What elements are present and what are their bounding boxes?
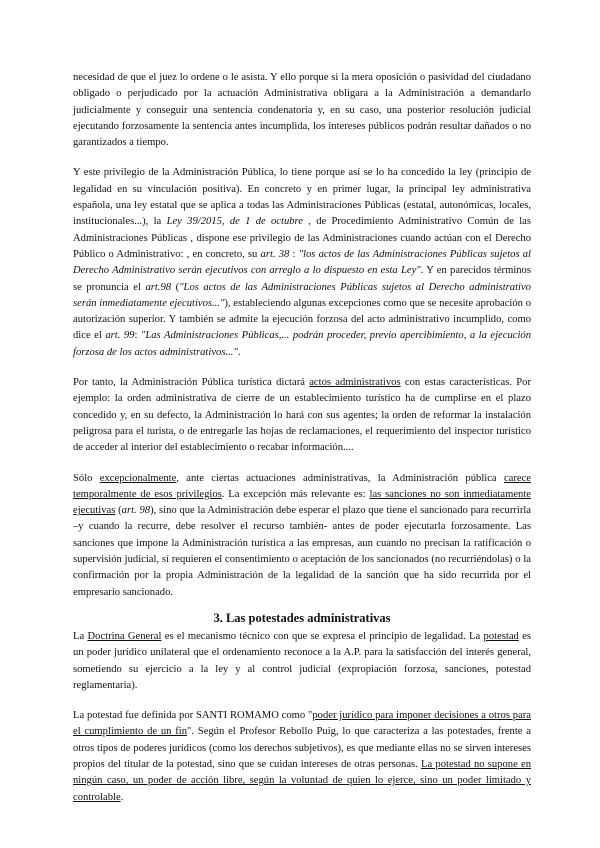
- quote-art-99: "Las Administraciones Públicas,... podrán proceder, previo apercibimiento, a la ejecución forzosa de los actos administrativos...": [73, 330, 531, 358]
- p4-text-2: , ante ciertas actuaciones administrativas, la Administración pública: [176, 472, 504, 484]
- article-99-reference: art. 99: [105, 330, 135, 342]
- law-reference: Ley 39/2015, de 1 de octubre: [166, 216, 303, 228]
- p6-text-1: La potestad fue definida por SANTI ROMAMO como ": [73, 710, 313, 722]
- quote-art-38: "los actos de las Administraciones Públicas sujetos al Derecho Administrativo serán ejecutivos con arreglo a lo dispuesto en esta Ley": [73, 248, 531, 277]
- underlined-potestad: potestad: [483, 630, 519, 642]
- paragraph-1: [73, 70, 531, 151]
- p2-text-5: (: [171, 281, 180, 293]
- p5-text-3: es un poder jurídico unilateral que el ordenamiento reconoce a la A.P. para la satisfacción del interés general, sometiendo su ejercicio a la ley y al control judicial (expropiación forzosa, sanciones, potestad reglamentaria).: [73, 630, 531, 691]
- p4-text-4: (: [115, 505, 122, 517]
- p6-text-2: ". Según el Profesor Rebollo Puig, lo que caracteriza a las potestades, frente a otros tipos de poderes jurídicos (como los derechos subjetivos), es que mediante ellas no se sirven intereses propios del titular de la potestad, sino que se cuidan intereses de otras personas.: [73, 726, 531, 770]
- p6-text-3: .: [120, 791, 124, 803]
- paragraph-1-text: necesidad de que el juez lo ordene o le asista. Y ello porque si la mera oposición o pasividad del ciudadano obligado o perjudicado por la actuación Administrativa obligara a la Administración a demandarlo judicialmente y conseguir una sentencia condenatoria y, en su caso, una posterior resolución judicial ejecutando forzosamente la sentencia antes incumplida, los intereses públicos podrán resultar dañados o no garantizados a tiempo.: [73, 72, 531, 149]
- p4-text-1: Sólo: [73, 472, 100, 484]
- p4-text-3: . La excepción más relevante es:: [221, 488, 370, 500]
- quote-art-98: "Los actos de las Administraciones Públicas sujetos al Derecho administrativo serán inmediatamente ejecutivos...": [73, 281, 531, 309]
- paragraph-6: [73, 708, 531, 806]
- section-heading: 3. Las potestades administrativas: [213, 610, 391, 625]
- underlined-conclusion: La potestad no supone en ningún caso, un poder de acción libre, según la voluntad de quien lo ejerce, sino un poder limitado y controlable: [73, 758, 531, 803]
- paragraph-4: [73, 471, 531, 601]
- p3-text-1: Por tanto, la Administración Pública turística dictará: [73, 377, 310, 389]
- article-98-reference: art.98: [145, 281, 172, 293]
- p2-text-8: .: [237, 346, 241, 358]
- underlined-term-actos: actos administrativos: [309, 377, 401, 389]
- underlined-excepcionalmente: excepcionalmente: [99, 472, 177, 484]
- underlined-doctrina: Doctrina General: [87, 630, 162, 642]
- p2-text-3: :: [289, 248, 299, 260]
- paragraph-3: [73, 375, 531, 456]
- p5-text-2: es el mecanismo técnico con que se expresa el principio de legalidad. La: [161, 630, 484, 642]
- p2-text-4: . Y en parecidos términos se pronuncia el: [73, 265, 531, 293]
- p2-text-1: Y este privilegio de la Administración Pública, lo tiene porque así se lo ha concedido la ley (principio de legalidad en su vinculación positiva). En concreto y en primer lugar, la principal ley administrativa española, una ley estatal que se aplica a todas las Administraciones Públicas (estatal, autonómicas, locales, institucionales...), la: [73, 167, 531, 228]
- p3-text-2: con estas características. Por ejemplo: la orden administrativa de cierre de un establecimiento turístico ha de cumplirse en el plazo concedido y, en su defecto, la Administración lo hará con sus agentes; la orden de reformar la instalación peligrosa para el turista, o de entregarle las hojas de reclamaciones, el requerimiento del inspector turístico de acceder al interior del establecimiento o recabar información....: [73, 377, 531, 454]
- p2-text-2: , de Procedimiento Administrativo Común de las Administraciones Públicas , dispone ese privilegio de las Administraciones cuando actúan con el Derecho Público o Administrativo: , en concreto, su: [73, 216, 531, 260]
- underlined-sanciones: las sanciones no son inmediatamente ejecutivas: [73, 488, 531, 517]
- article-98-reference-2: art. 98: [121, 505, 151, 517]
- p5-text-1: La: [73, 630, 88, 642]
- underlined-carece: carece temporalmente de esos privilegios: [73, 472, 532, 500]
- p2-text-7: :: [134, 330, 141, 342]
- paragraph-5: [73, 629, 531, 694]
- article-38-reference: art. 38: [260, 248, 290, 260]
- document-page: [73, 70, 531, 820]
- p4-text-5: ), sino que la Administración debe esperar el plazo que tiene el sancionado para recurrirla –y cuando la recurre, debe resolver el recurso también- antes de poder ejecutarla forzosamente. Las sanciones que impone la Administración turística a las empresas, aun cuando no precisan la ratificación o supervisión judicial, sí requieren el consentimiento o aceptación de los sancionados (no recurriéndolas) o la confirmación por la propia Administración de la legalidad de la sanción que ha sido recurrida por el empresario sancionado.: [73, 505, 531, 598]
- p2-text-6: ), estableciendo algunas excepciones como que se necesite aprobación o autorización superior. Y también se admite la ejecución forzosa del acto administrativo incumplido, como dice el: [73, 297, 531, 342]
- underlined-definition: poder jurídico para imponer decisiones a otros para el cumplimiento de un fin: [73, 710, 531, 738]
- paragraph-2: [73, 165, 531, 361]
